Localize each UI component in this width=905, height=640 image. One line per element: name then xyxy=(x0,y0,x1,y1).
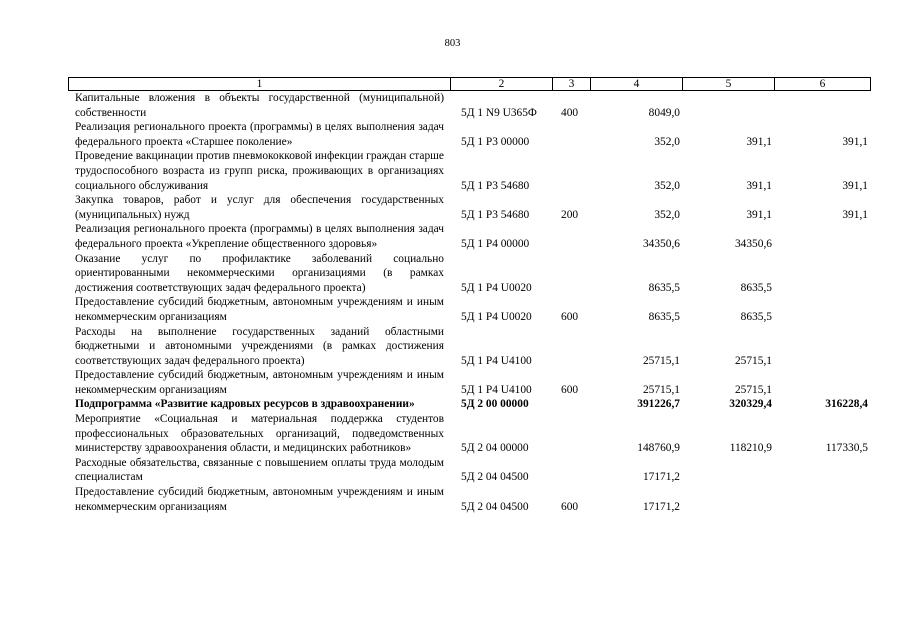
col-header-code: 2 xyxy=(451,78,553,91)
row-value-1: 17171,2 xyxy=(642,500,680,513)
row-value-2: 320329,4 xyxy=(729,398,772,411)
row-value-3 xyxy=(775,252,871,296)
row-value-1: 25715,1 xyxy=(642,383,680,396)
table-row xyxy=(69,120,871,149)
row-value-3: 117330,5 xyxy=(825,442,868,455)
row-name: Мероприятие «Социальная и материальная поддержка студентов профессиональных образовательных организаций, подведомственных министерству здравоохранения области, и медицинских работников» xyxy=(75,413,444,455)
budget-table xyxy=(68,77,871,514)
row-value-3 xyxy=(775,222,871,251)
table-row xyxy=(69,193,871,222)
row-name: Предоставление субсидий бюджетным, автономным учреждениям и иным некоммерческим организациям xyxy=(75,369,444,396)
row-code: 5Д 1 P3 00000 xyxy=(461,135,530,148)
row-name: Реализация регионального проекта (программы) в целях выполнения задач федерального проекта «Укрепление общественного здоровья» xyxy=(75,223,444,250)
row-name: Предоставление субсидий бюджетным, автономным учреждениям и иным некоммерческим организациям xyxy=(75,296,444,323)
header-row xyxy=(69,78,871,91)
row-value-3 xyxy=(775,295,871,324)
table-row xyxy=(69,456,871,485)
row-name: Реализация регионального проекта (программы) в целях выполнения задач федерального проекта «Старшее поколение» xyxy=(75,121,444,148)
row-value-2 xyxy=(683,485,775,514)
row-value-3 xyxy=(775,485,871,514)
row-value-2: 391,1 xyxy=(746,208,772,221)
table-row xyxy=(69,412,871,456)
row-value-1: 8049,0 xyxy=(648,106,680,119)
row-value-2: 118210,9 xyxy=(729,442,772,455)
row-value-3: 391,1 xyxy=(842,179,868,192)
row-name: Закупка товаров, работ и услуг для обеспечения государственных (муниципальных) нужд xyxy=(75,194,444,221)
row-expense-type xyxy=(553,325,591,369)
row-expense-type: 600 xyxy=(561,500,579,513)
row-code: 5Д 2 04 04500 xyxy=(461,471,529,484)
row-value-3 xyxy=(775,91,871,121)
col-header-value-3: 6 xyxy=(775,78,871,91)
table-row xyxy=(69,368,871,397)
table-row xyxy=(69,222,871,251)
row-code: 5Д 1 P4 U0020 xyxy=(461,281,532,294)
row-code: 5Д 1 P4 U4100 xyxy=(461,354,532,367)
row-name: Оказание услуг по профилактике заболеваний социально ориентированными некоммерческими организациями (в рамках достижения соответствующих задач федерального проекта) xyxy=(75,252,444,294)
row-value-1: 352,0 xyxy=(654,208,680,221)
row-value-3: 316228,4 xyxy=(825,398,868,411)
col-header-value-2: 5 xyxy=(683,78,775,91)
row-expense-type xyxy=(553,252,591,296)
row-value-2: 25715,1 xyxy=(734,383,772,396)
row-name: Предоставление субсидий бюджетным, автономным учреждениям и иным некоммерческим организациям xyxy=(75,486,444,513)
row-value-1: 352,0 xyxy=(654,135,680,148)
row-value-1: 148760,9 xyxy=(637,442,680,455)
col-header-value-1: 4 xyxy=(591,78,683,91)
row-expense-type xyxy=(553,397,591,412)
row-value-1: 391226,7 xyxy=(637,398,680,411)
row-value-2: 391,1 xyxy=(746,135,772,148)
row-value-3 xyxy=(775,456,871,485)
row-value-2 xyxy=(683,91,775,121)
row-value-3: 391,1 xyxy=(842,135,868,148)
row-name: Расходные обязательства, связанные с повышением оплаты труда молодым специалистам xyxy=(75,456,444,484)
col-header-name: 1 xyxy=(69,78,451,91)
row-expense-type: 600 xyxy=(561,383,579,396)
row-value-3 xyxy=(775,368,871,397)
row-code: 5Д 1 P4 U0020 xyxy=(461,310,532,323)
row-value-3 xyxy=(775,325,871,369)
row-value-2 xyxy=(683,456,775,485)
row-code: 5Д 1 P3 54680 xyxy=(461,179,530,192)
row-name: Расходы на выполнение государственных заданий областными бюджетными и автономными учреждениями (в рамках достижения соответствующих задач федерального проекта) xyxy=(75,325,444,367)
row-value-2: 34350,6 xyxy=(734,237,772,250)
row-value-1: 17171,2 xyxy=(642,471,680,484)
table-row xyxy=(69,149,871,193)
table-row xyxy=(69,325,871,369)
row-code: 5Д 1 P4 U4100 xyxy=(461,383,532,396)
row-code: 5Д 2 00 00000 xyxy=(461,398,529,411)
table-row xyxy=(69,485,871,514)
row-code: 5Д 2 04 00000 xyxy=(461,442,529,455)
row-code: 5Д 1 N9 U365Ф xyxy=(461,106,537,119)
row-code: 5Д 2 04 04500 xyxy=(461,500,529,513)
row-value-3: 391,1 xyxy=(842,208,868,221)
table-row xyxy=(69,91,871,121)
row-expense-type xyxy=(553,222,591,251)
col-header-type: 3 xyxy=(553,78,591,91)
row-value-1: 25715,1 xyxy=(642,354,680,367)
row-value-1: 352,0 xyxy=(654,179,680,192)
row-code: 5Д 1 P3 54680 xyxy=(461,208,530,221)
row-name: Капитальные вложения в объекты государственной (муниципальной) собственности xyxy=(75,92,444,119)
row-expense-type xyxy=(553,456,591,485)
row-value-2: 8635,5 xyxy=(740,281,772,294)
row-value-1: 8635,5 xyxy=(648,281,680,294)
row-name: Проведение вакцинации против пневмококковой инфекции граждан старше трудоспособного возраста из групп риска, проживающих в организациях социального обслуживания xyxy=(75,150,444,192)
row-expense-type: 400 xyxy=(561,106,579,119)
table-row xyxy=(69,295,871,324)
row-expense-type: 600 xyxy=(561,310,579,323)
row-expense-type xyxy=(553,149,591,193)
row-expense-type xyxy=(553,412,591,456)
row-value-2: 8635,5 xyxy=(740,310,772,323)
page-number: 803 xyxy=(444,38,461,49)
table-row xyxy=(69,252,871,296)
row-value-1: 8635,5 xyxy=(648,310,680,323)
row-value-2: 25715,1 xyxy=(734,354,772,367)
row-name: Подпрограмма «Развитие кадровых ресурсов в здравоохранении» xyxy=(75,398,415,411)
table-body xyxy=(69,91,871,515)
row-code: 5Д 1 P4 00000 xyxy=(461,237,530,250)
table-row xyxy=(69,397,871,412)
row-value-2: 391,1 xyxy=(746,179,772,192)
row-value-1: 34350,6 xyxy=(642,237,680,250)
row-expense-type: 200 xyxy=(561,208,579,221)
row-expense-type xyxy=(553,120,591,149)
